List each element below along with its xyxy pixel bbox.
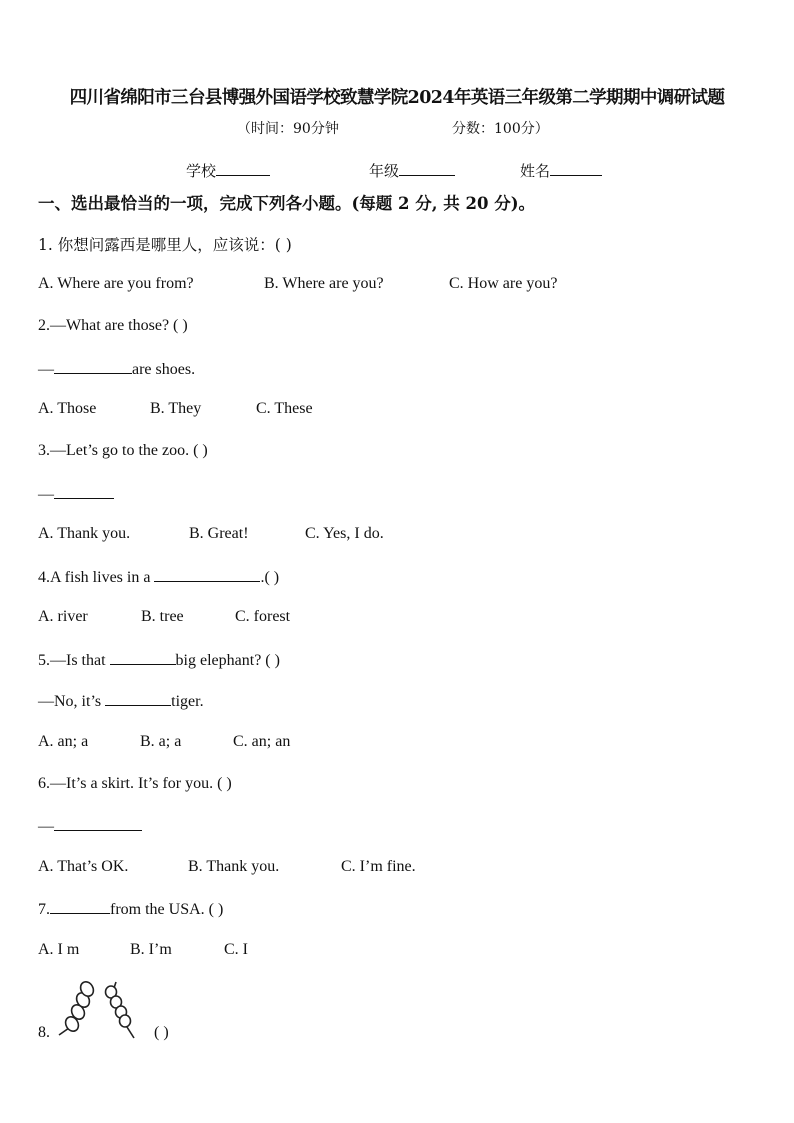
question-6-blank[interactable] xyxy=(54,816,142,831)
name-blank[interactable] xyxy=(550,161,602,176)
question-4-prompt-before: 4.A fish lives in a xyxy=(38,569,151,586)
section-heading: 一、选出最恰当的一项，完成下列各小题。(每题 2 分, 共 20 分)。 xyxy=(38,194,536,213)
question-5-option-c[interactable]: C. an; an xyxy=(233,733,291,750)
question-7-option-a[interactable]: A. I m xyxy=(38,941,80,958)
question-7-prompt xyxy=(38,899,223,919)
question-3-prompt: 3.—Let’s go to the zoo. ( ) xyxy=(38,442,208,459)
question-5-reply-before: —No, it’s xyxy=(38,693,102,710)
question-5-blank-2[interactable] xyxy=(105,691,171,706)
question-4-option-b[interactable]: B. tree xyxy=(141,608,184,625)
question-5-prompt xyxy=(38,650,280,670)
question-5-reply xyxy=(38,691,204,711)
question-6-option-c[interactable]: C. I’m fine. xyxy=(341,858,416,875)
exam-score: 分数：100分） xyxy=(452,121,549,137)
question-1-option-b[interactable]: B. Where are you? xyxy=(264,275,384,292)
question-4-options xyxy=(38,608,290,626)
question-2-prompt: 2.—What are those? ( ) xyxy=(38,317,188,334)
question-5-prompt-after: big elephant? ( ) xyxy=(175,652,280,669)
exam-time: （时间：90分钟 xyxy=(237,121,339,137)
question-6-options xyxy=(38,858,416,876)
question-5-option-a[interactable]: A. an; a xyxy=(38,733,89,750)
question-2-blank[interactable] xyxy=(54,359,132,374)
question-6-option-a[interactable]: A. That’s OK. xyxy=(38,858,129,875)
question-3-answer-line xyxy=(38,484,114,504)
name-field xyxy=(520,160,602,181)
question-3-option-a[interactable]: A. Thank you. xyxy=(38,525,131,542)
question-4-prompt xyxy=(38,567,279,587)
question-3-options xyxy=(38,525,384,543)
skewer-2-icon xyxy=(106,982,135,1038)
question-4-prompt-after: .( ) xyxy=(260,569,280,586)
question-7-blank[interactable] xyxy=(50,899,110,914)
question-2-option-c[interactable]: C. These xyxy=(256,400,313,417)
dash: — xyxy=(38,361,54,378)
school-label: 学校 xyxy=(186,162,217,180)
question-5-option-b[interactable]: B. a; a xyxy=(140,733,182,750)
question-7-number: 7. xyxy=(38,901,50,918)
question-2-option-b[interactable]: B. They xyxy=(150,400,202,417)
grade-blank[interactable] xyxy=(399,161,455,176)
question-5-options xyxy=(38,733,290,751)
question-5-blank-1[interactable] xyxy=(110,650,176,665)
question-4-option-a[interactable]: A. river xyxy=(38,608,88,625)
question-3-option-c[interactable]: C. Yes, I do. xyxy=(305,525,384,542)
dash: — xyxy=(38,818,54,835)
question-1-prompt: 1. 你想问露西是哪里人，应该说：( ) xyxy=(38,236,292,254)
question-8-answer-paren[interactable]: ( ) xyxy=(154,1024,169,1041)
grade-field xyxy=(369,160,455,181)
question-4-blank[interactable] xyxy=(154,567,260,582)
exam-title: 四川省绵阳市三台县博强外国语学校致慧学院2024年英语三年级第二学期期中调研试题 xyxy=(69,88,725,108)
name-label: 姓名 xyxy=(520,162,551,180)
skewer-1-icon xyxy=(59,980,96,1035)
dash: — xyxy=(38,486,54,503)
school-blank[interactable] xyxy=(216,161,270,176)
question-8-number: 8. xyxy=(38,1024,50,1041)
question-7-option-c[interactable]: C. I xyxy=(224,941,248,958)
question-1-option-c[interactable]: C. How are you? xyxy=(449,275,558,292)
question-7-prompt-after: from the USA. ( ) xyxy=(110,901,224,918)
school-field xyxy=(186,160,270,181)
question-6-prompt: 6.—It’s a skirt. It’s for you. ( ) xyxy=(38,775,232,792)
question-3-option-b[interactable]: B. Great! xyxy=(189,525,249,542)
question-2-options xyxy=(38,400,313,418)
skewer-picture xyxy=(54,978,144,1040)
question-5-reply-after: tiger. xyxy=(171,693,204,710)
question-6-option-b[interactable]: B. Thank you. xyxy=(188,858,280,875)
question-1-options xyxy=(38,275,557,293)
question-2-option-a[interactable]: A. Those xyxy=(38,400,97,417)
grade-label: 年级 xyxy=(369,162,400,180)
question-3-blank[interactable] xyxy=(54,484,114,499)
question-2-answer-suffix: are shoes. xyxy=(132,361,196,378)
question-1-option-a[interactable]: A. Where are you from? xyxy=(38,275,194,292)
question-4-option-c[interactable]: C. forest xyxy=(235,608,291,625)
question-6-answer-line xyxy=(38,816,142,836)
question-7-option-b[interactable]: B. I’m xyxy=(130,941,172,958)
question-7-options xyxy=(38,941,248,959)
question-5-prompt-before: 5.—Is that xyxy=(38,652,106,669)
question-2-answer-line xyxy=(38,359,195,379)
